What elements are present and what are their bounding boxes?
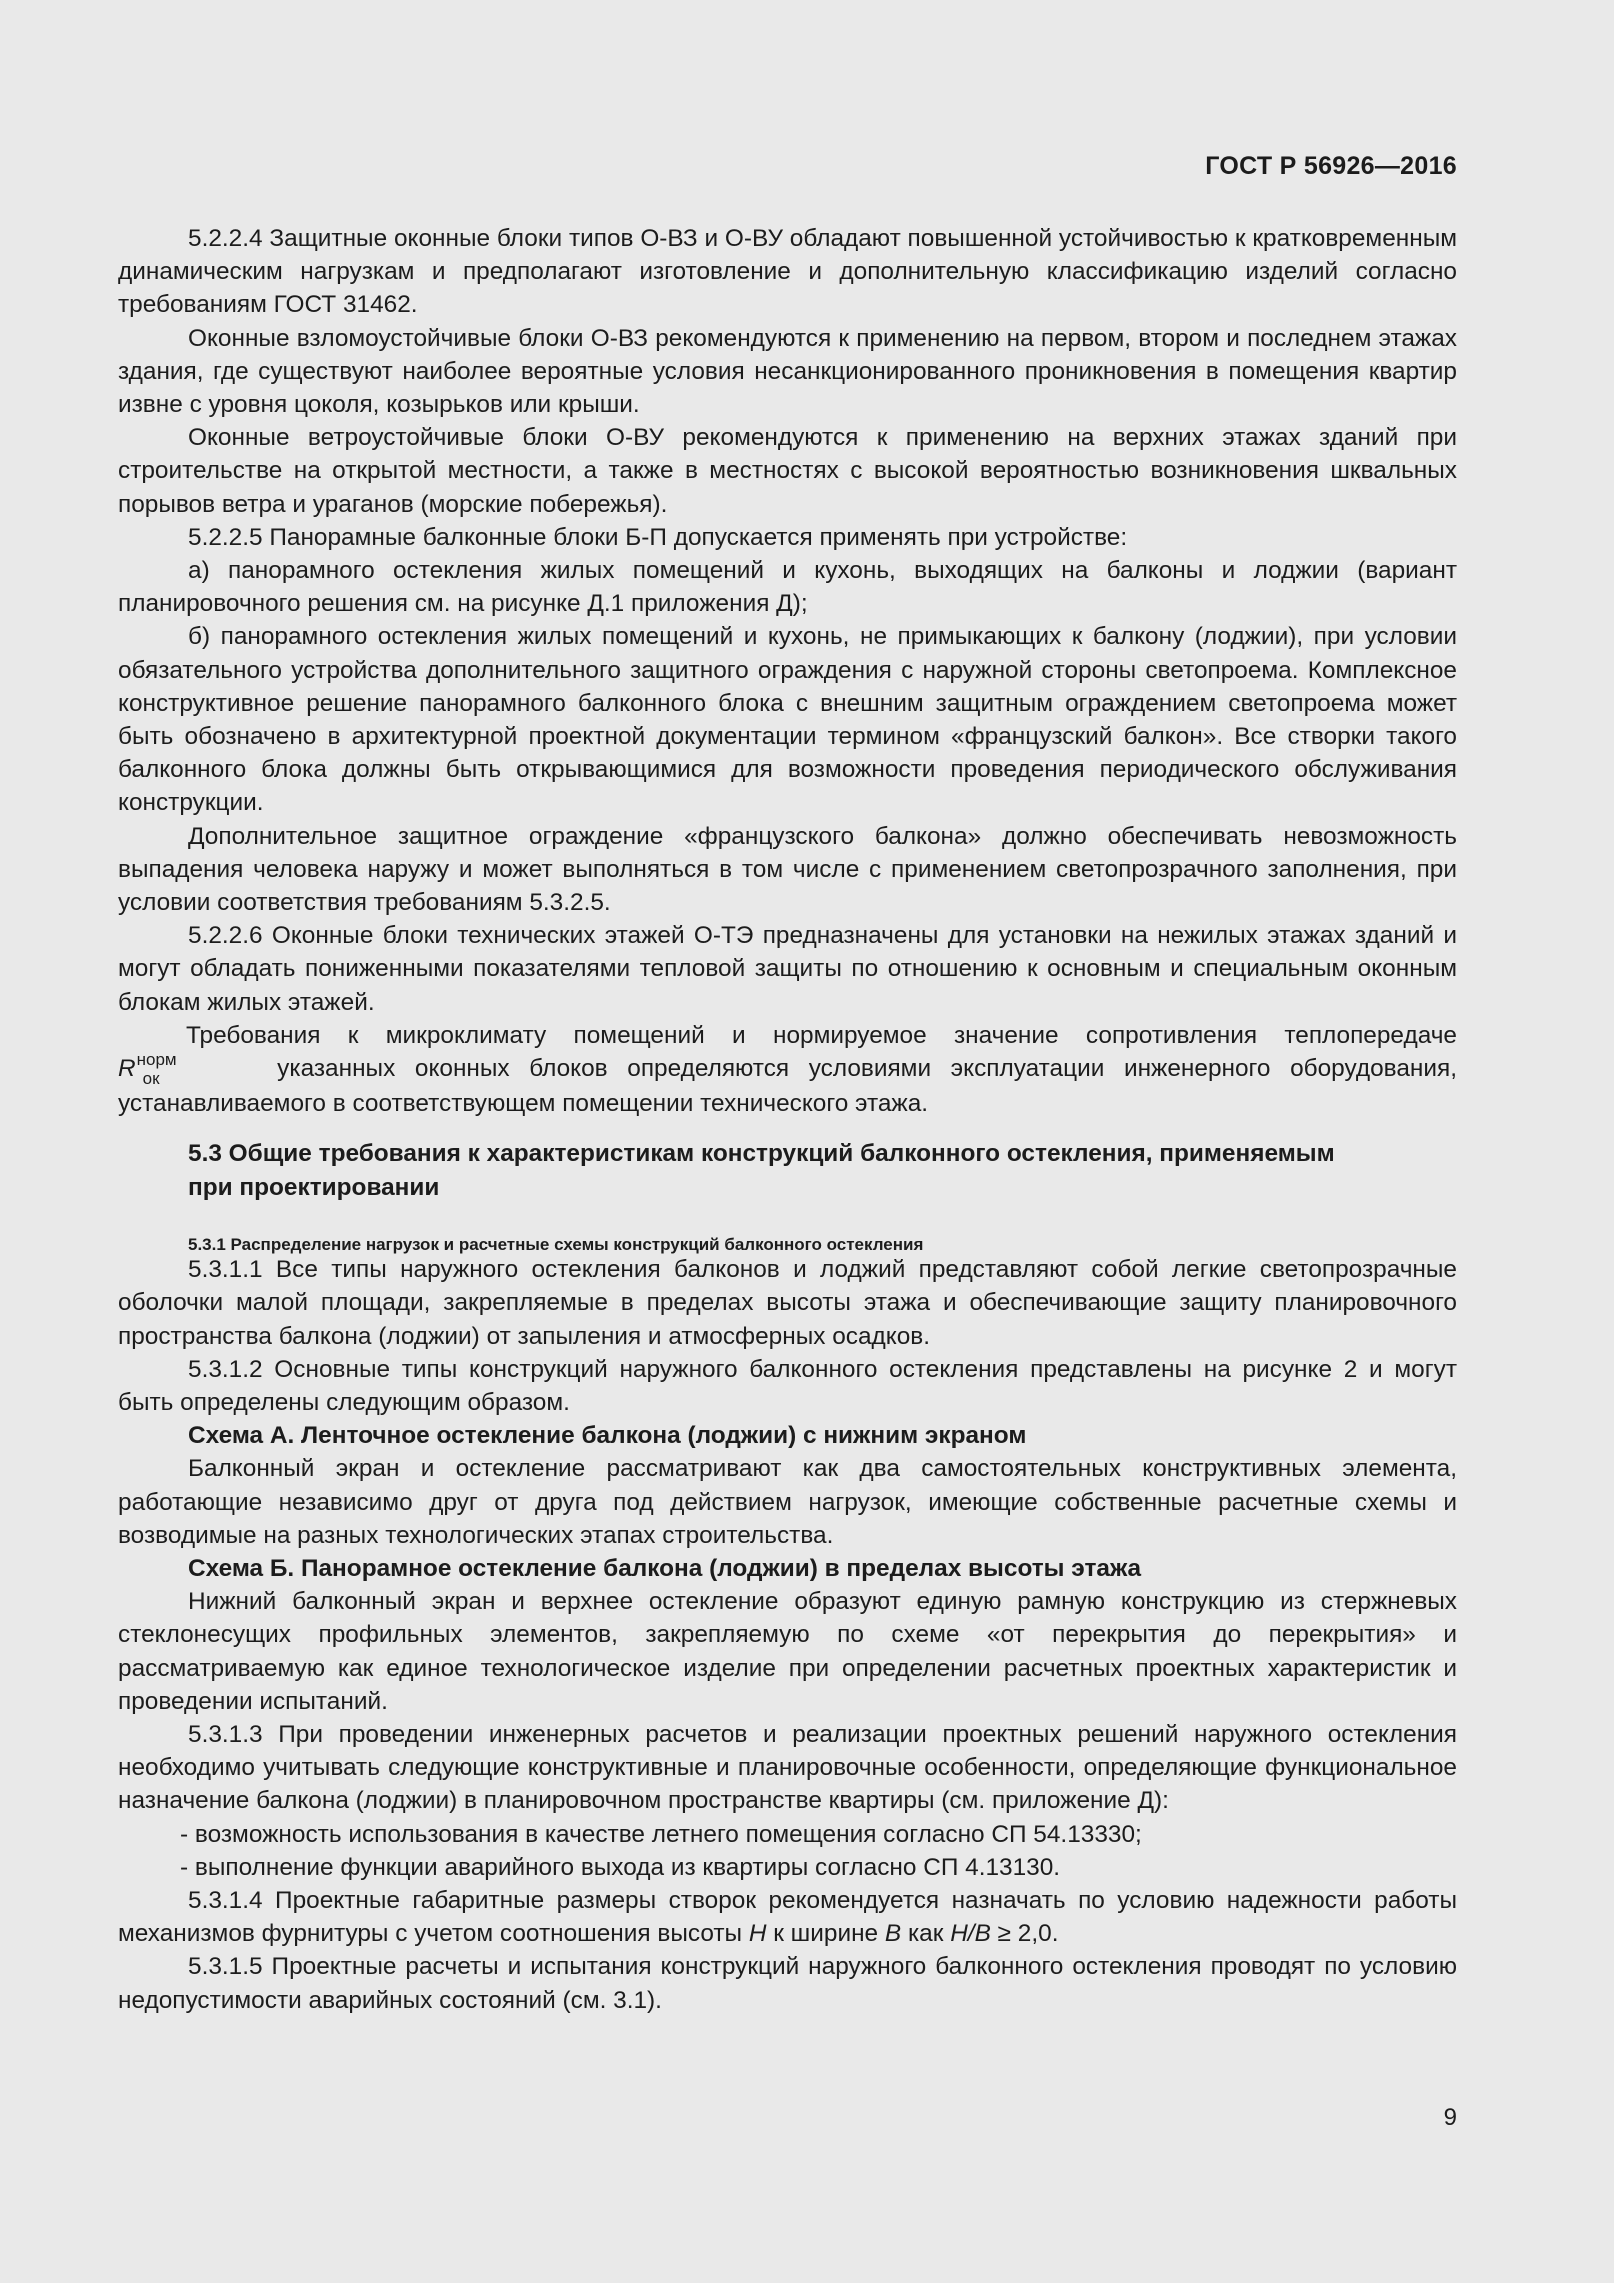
sash-text-b: к ширине xyxy=(773,1920,879,1948)
paragraph-5-3-1-1: 5.3.1.1 Все типы наружного остекления балконов и лоджий представляют собой легкие светопрозрачные оболочки малой площади, закрепляемые в пределах высоты этажа и обеспечивающие защиту планировочного пространства балкона (лоджии) от запыления и атмосферных осадков. xyxy=(118,1256,1457,1350)
microclimate-text-pre: Требования к микроклимату помещений и нормируемое значение сопротивления теплопередаче xyxy=(186,1021,1457,1049)
width-symbol: B xyxy=(884,1920,902,1948)
paragraph-microclimate xyxy=(118,1019,1457,1121)
paragraph-5-3-1-3: 5.3.1.3 При проведении инженерных расчетов и реализации проектных решений наружного остекления необходимо учитывать следующие конструктивные и планировочные особенности, определяющие функциональное назначение балкона (лоджии) в планировочном пространстве квартиры (см. приложение Д): xyxy=(118,1720,1457,1815)
paragraph-5-3-1-5: 5.3.1.5 Проектные расчеты и испытания конструкций наружного балконного остекления проводят по условию недопустимости аварийных состояний (см. 3.1). xyxy=(118,1953,1457,2014)
sash-text-a: 5.3.1.4 Проектные габаритные размеры створок рекомендуется назначать по условию надежности работы механизмов фурнитуры с учетом соотношения высоты xyxy=(118,1886,1457,1948)
paragraph-5-2-2-4: 5.2.2.4 Защитные оконные блоки типов О-ВЗ и О-ВУ обладают повышенной устойчивостью к кратковременным динамическим нагрузкам и предполагают изготовление и дополнительную классификацию изделий согласно требованиям ГОСТ 31462. xyxy=(118,225,1457,319)
paragraph-5-3-1-4 xyxy=(118,1884,1457,1950)
page-number: 9 xyxy=(1443,2104,1457,2131)
sash-text-d: ≥ 2,0. xyxy=(997,1920,1059,1948)
ratio-symbol: H/B xyxy=(950,1920,991,1948)
paragraph-item-a: а) панорамного остекления жилых помещений и кухонь, выходящих на балконы и лоджии (вариант планировочного решения см. на рисунке Д.1 приложения Д); xyxy=(118,557,1457,618)
paragraph-o-vu: Оконные ветроустойчивые блоки О-ВУ рекомендуются к применению на верхних этажах зданий при строительстве на открытой местности, а также в местностях с высокой вероятностью возникновения шквальных порывов ветра и ураганов (морские побережья). xyxy=(118,424,1457,518)
resistance-symbol: R xyxy=(118,1055,136,1083)
paragraph-scheme-b: Нижний балконный экран и верхнее остекление образуют единую рамную конструкцию из стержневых стеклонесущих профильных элементов, закрепляемую по схеме «от перекрытия до перекрытия» и рассматриваемую как единое технологическое изделие при определении расчетных проектных характеристик и проведении испытаний. xyxy=(118,1588,1457,1715)
microclimate-text-post: указанных оконных блоков определяются условиями эксплуатации инженерного оборудования, устанавливаемого в соответствующем помещении технического этажа. xyxy=(118,1055,1457,1118)
paragraph-o-vz: Оконные взломоустойчивые блоки О-ВЗ рекомендуются к применению на первом, втором и последнем этажах здания, где существуют наиболее вероятные условия несанкционированного проникновения в помещения квартир извне с уровня цоколя, козырьков или крыши. xyxy=(118,324,1457,419)
paragraph-french-balcony: Дополнительное защитное ограждение «французского балкона» должно обеспечивать невозможность выпадения человека наружу и может выполняться в том числе с применением светопрозрачного заполнения, при условии соответствия требованиям 5.3.2.5. xyxy=(118,822,1457,917)
heading-5-3: 5.3 Общие требования к характеристикам конструкций балконного остекления, применяемым при проектировании xyxy=(188,1140,1335,1201)
sash-text-c: как xyxy=(907,1920,944,1948)
list-item: - выполнение функции аварийного выхода из квартиры согласно СП 4.13130. xyxy=(180,1853,1061,1881)
resistance-subscript: ок xyxy=(142,1069,160,1089)
height-symbol: H xyxy=(748,1920,767,1948)
paragraph-scheme-a: Балконный экран и остекление рассматривают как два самостоятельных конструктивных элемента, работающие независимо друг от друга под действием нагрузок, имеющие собственные расчетные схемы и возводимые на разных технологических этапах строительства. xyxy=(118,1455,1457,1549)
document-code-header: ГОСТ Р 56926—2016 xyxy=(1205,152,1457,180)
heading-5-3-1: 5.3.1 Распределение нагрузок и расчетные схемы конструкций балконного остекления xyxy=(188,1234,924,1254)
scheme-b-heading: Схема Б. Панорамное остекление балкона (лоджии) в пределах высоты этажа xyxy=(188,1554,1142,1582)
scheme-a-heading: Схема А. Ленточное остекление балкона (лоджии) с нижним экраном xyxy=(188,1422,1027,1450)
paragraph-5-3-1-2: 5.3.1.2 Основные типы конструкций наружного балконного остекления представлены на рисунке 2 и могут быть определены следующим образом. xyxy=(118,1355,1457,1416)
resistance-superscript: норм xyxy=(136,1050,177,1070)
list-item: - возможность использования в качестве летнего помещения согласно СП 54.13330; xyxy=(180,1820,1142,1848)
paragraph-item-b: б) панорамного остекления жилых помещений и кухонь, не примыкающих к балкону (лоджии), при условии обязательного устройства дополнительного защитного ограждения с наружной стороны светопроема. Комплексное конструктивное решение панорамного балконного блока с внешним защитным ограждением светопроема может быть обозначено в архитектурной проектной документации термином «французский балкон». Все створки такого балконного блока должны быть открывающимися для возможности проведения периодического обслуживания конструкции. xyxy=(118,623,1457,817)
paragraph-5-2-2-6: 5.2.2.6 Оконные блоки технических этажей О-ТЭ предназначены для установки на нежилых этажах зданий и могут обладать пониженными показателями тепловой защиты по отношению к основным и специальным оконным блокам жилых этажей. xyxy=(118,922,1457,1016)
document-body xyxy=(118,222,1457,2017)
paragraph-5-2-2-5: 5.2.2.5 Панорамные балконные блоки Б-П допускается применять при устройстве: xyxy=(188,523,1128,551)
